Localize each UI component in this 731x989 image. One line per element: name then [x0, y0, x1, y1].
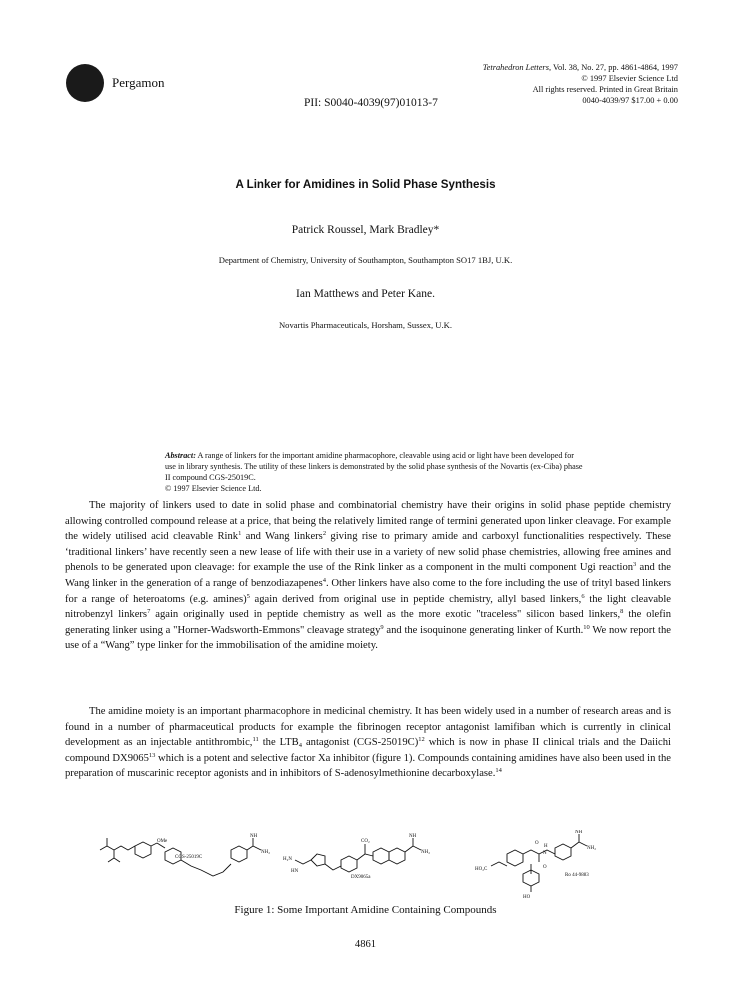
abstract-copyright: © 1997 Elsevier Science Ltd. — [165, 484, 262, 493]
figure-caption: Figure 1: Some Important Amidine Containing Compounds — [234, 904, 497, 916]
nh-label-3: NH — [575, 830, 583, 835]
authors-secondary: Ian Matthews and Peter Kane. — [296, 288, 435, 300]
structure-dx9065a — [295, 838, 421, 872]
nh-label-2: NH — [409, 834, 417, 839]
rights-line: All rights reserved. Printed in Great Britain — [532, 85, 678, 94]
journal-citation: , Vol. 38, No. 27, pp. 4861-4864, 1997 — [548, 63, 678, 72]
nh2-label-3: NH₂ — [587, 846, 596, 851]
price-code: 0040-4039/97 $17.00 + 0.00 — [582, 96, 678, 105]
copyright-line: © 1997 Elsevier Science Ltd — [581, 74, 678, 83]
pergamon-logo-icon — [66, 64, 104, 102]
o-label-1: O — [535, 841, 539, 846]
ho2c-label: HO₂C — [475, 867, 488, 872]
journal-name: Tetrahedron Letters — [482, 63, 549, 72]
affiliation-secondary: Novartis Pharmaceuticals, Horsham, Sussex, U.K. — [278, 320, 453, 330]
ho-label: HO — [523, 895, 531, 900]
affiliation-primary: Department of Chemistry, University of Southampton, Southampton SO17 1BJ, U.K. — [218, 255, 513, 265]
dx-label: DX9065a — [351, 875, 371, 880]
ome-label: OMe — [157, 839, 168, 844]
cgs-label: CGS-25019C — [175, 855, 203, 860]
ro-label: Ro 44-9883 — [565, 873, 589, 878]
body-paragraph-2: The amidine moiety is an important pharmacophore in medicinal chemistry. It has been widely used in a number of research areas and is found in a number of pharmaceutical products for example the fibrinogen receptor antagonist lamifiban which is currently in clinical development as an injectable antithrombic,$^{11}$ the $LTB_4$ antagonist $(CGS-25019C)^{12}$ which is now in phase II clinical trials and the Daiichi compound DX9065$^{13}$ which is a potent and selective factor Xa inhibitor (figure 1). Compounds containing amidines have also been used in the preparation of muscarinic receptor agonists and in inhibitors of S-adenosylmethionine decarboxylase.$^{14}$ — [65, 706, 671, 780]
abstract-text: A range of linkers for the important amidine pharmacophore, cleavable using acid or light have been developed for use in library synthesis. The utility of these linkers is demonstrated by the solid phase synthesis of the Novartis (ex-Ciba) phase II compound CGS-25019C. — [165, 451, 583, 482]
body-paragraph-1: The majority of linkers used to date in solid phase and combinatorial chemistry have their origins in solid phase peptide chemistry allowing controlled compound release at a price, that being the relatively limited range of termini generated upon linker cleavage. For example the widely utilised acid cleavable Rink$^1$ and Wang linkers$^2$ giving rise to primary amide and carboxyl functionalities respectively. These ‘traditional linkers’ have recently seen a new lease of life with their use in a variety of new solid phase chemistries, allowing free amines and phenols to be generated upon cleavage: for example the use of the Rink linker as a component in the multi component Ugi reaction$^3$ and the Wang linker in the generation of a range of benzodiazapenes$^4$. Other linkers have also come to the fore including the use of trityl based linkers for a range of heteroatoms (e.g. amines)$^5$ again derived from original use in peptide chemistry, allyl based linkers,$^6$ the light cleavable nitrobenzyl linkers$^7$ again originally used in peptide chemistry as well as the more exotic "traceless" silicon based linkers,$^8$ the olefin generating linker using a "Horner-Wadsworth-Emmons" cleavage strategy$^9$ and the isoquinone generating linker of Kurth.$^{10}$ We now report the use of a “Wang” type linker for the immobilisation of the amidine moiety. — [65, 500, 671, 652]
h2n-label: H₂N — [283, 857, 292, 862]
pii-code: PII: S0040-4039(97)01013-7 — [304, 97, 438, 109]
publisher-logo-row — [66, 64, 164, 102]
abstract-block — [165, 450, 585, 494]
co2-label: CO₂ — [361, 839, 370, 844]
page-number: 4861 — [354, 939, 377, 950]
publisher-name: Pergamon — [112, 75, 165, 90]
o-label-2: O — [543, 865, 547, 870]
structure-ro-44-9883 — [491, 834, 587, 892]
nh2-label-2: NH₂ — [421, 850, 430, 855]
nh2-label-1: NH₂ — [261, 850, 270, 855]
h-label: H — [544, 844, 548, 849]
hn-label: HN — [291, 869, 299, 874]
paper-title: A Linker for Amidines in Solid Phase Synthesis — [235, 178, 496, 191]
figure-1-structures — [95, 830, 655, 900]
nh-label-1: NH — [250, 834, 258, 839]
abstract-label: Abstract: — [165, 451, 196, 460]
authors-primary: Patrick Roussel, Mark Bradley* — [291, 224, 440, 236]
n-label: N — [543, 851, 547, 856]
